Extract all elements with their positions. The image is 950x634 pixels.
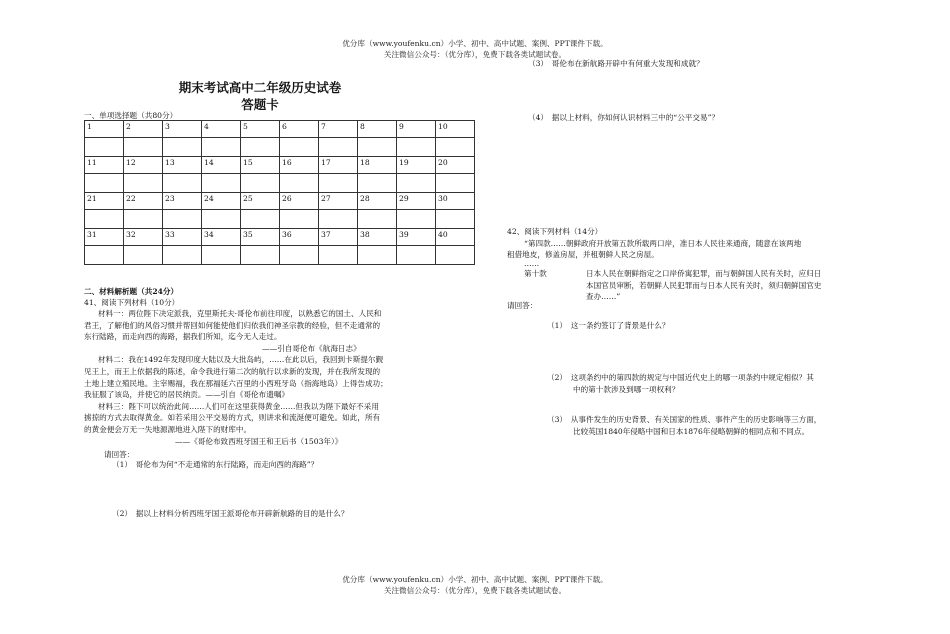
answer-cell[interactable] <box>85 246 124 265</box>
q41-material1-line2: 君王，了解他们的风俗习惯并帮回如何能使他们归依我们神圣宗教的经验，但不走通常的 <box>84 320 381 330</box>
question-number: 9 <box>397 121 436 138</box>
question-number: 4 <box>202 121 241 138</box>
q42-subquestion-2-line2: 中的第十款涉及到哪一项权利？ <box>573 384 680 394</box>
question-number: 10 <box>436 121 475 138</box>
answer-cell[interactable] <box>436 174 475 193</box>
answer-cell[interactable] <box>124 174 163 193</box>
q41-material2-line1: 材料二：我在1492年发现印度大陆以及大批岛屿，……在此以后，我回到卡斯提尔觐 <box>98 355 384 365</box>
question-number: 40 <box>436 229 475 246</box>
answer-cell[interactable] <box>319 246 358 265</box>
answer-cell[interactable] <box>163 246 202 265</box>
question-number: 38 <box>358 229 397 246</box>
q41-material2-line2: 见王上，而王上依据我的陈述，命令我进行第二次的航行以求新的发现，并在我所发现的 <box>84 367 381 376</box>
q41-ask: 请回答： <box>104 450 135 459</box>
section1-heading: 一、单项选择题（共80分） <box>84 111 178 120</box>
question-number: 39 <box>397 229 436 246</box>
answer-cell[interactable] <box>358 246 397 265</box>
answer-cell[interactable] <box>241 138 280 157</box>
answer-cell[interactable] <box>202 174 241 193</box>
q41-title: 41、阅读下列材料（10分） <box>84 298 180 307</box>
table-row <box>85 229 475 246</box>
q41-material2-line3: 土地上建立殖民地。主宰赐福，我在那福延六百里的小西班牙岛（指海地岛）上得告成功； <box>84 378 388 388</box>
question-number: 3 <box>163 121 202 138</box>
q41-material1-line3: 东行陆路，而走向西的海路，据我们所知，迄今无人走过。 <box>84 332 282 342</box>
footer-line-2: 关注微信公众号：（优分库），免费下载各类试题试卷。 <box>383 586 567 595</box>
q41-material2-line4: 我征服了该岛，并使它的居民纳贡。——引自《哥伦布遗嘱》 <box>84 390 290 400</box>
question-number: 15 <box>241 157 280 174</box>
answer-row <box>85 246 475 265</box>
answer-cell[interactable] <box>397 174 436 193</box>
q41-material3-line1: 材料三：陛下可以统治此间……人们可在这里获得黄金……但我以为陛下最好不采用 <box>98 401 379 411</box>
q41-subquestion-4: （4） 据以上材料，你如何认识材料三中的“公平交易”？ <box>528 113 720 122</box>
answer-cell[interactable] <box>124 246 163 265</box>
q41-material3-source: ——《哥伦布致西班牙国王和王后书（1503年）》 <box>175 436 343 446</box>
question-number: 8 <box>358 121 397 138</box>
page-title: 期末考试高中二年级历史试卷 <box>178 80 342 95</box>
question-number: 1 <box>85 121 124 138</box>
answer-cell[interactable] <box>85 174 124 193</box>
question-number: 11 <box>85 157 124 174</box>
answer-cell[interactable] <box>319 174 358 193</box>
table-row <box>85 193 475 210</box>
q42-article10-line3: 查办……” <box>586 292 621 302</box>
q41-subquestion-3: （3） 哥伦布在新航路开辟中有何重大发现和成就？ <box>528 59 704 68</box>
footer-line-1: 优分库（www.youfenku.cn）小学、初中、高中试题、案例、PPT课件下载。 <box>342 575 608 584</box>
answer-cell[interactable] <box>280 246 319 265</box>
question-number: 30 <box>436 193 475 210</box>
question-number: 16 <box>280 157 319 174</box>
q41-material3-line2: 掳掠的方式去取得黄金。如若采用公平交易的方式，则讲求和流涎便可避免。如此，所有 <box>84 413 381 423</box>
question-number: 20 <box>436 157 475 174</box>
question-number: 29 <box>397 193 436 210</box>
answer-cell[interactable] <box>319 138 358 157</box>
q42-subquestion-2-line1: （2） 这项条约中的第四款的规定与中国近代史上的哪一项条约中规定相似？其 <box>547 373 814 382</box>
question-number: 36 <box>280 229 319 246</box>
q42-title: 42、阅读下列材料（14分） <box>507 227 603 236</box>
answer-cell[interactable] <box>436 138 475 157</box>
q42-article10-line2: 本国官员审断，若朝鲜人民犯罪而与日本人民有关时，须归朝鲜国官史 <box>586 280 822 290</box>
answer-cell[interactable] <box>397 246 436 265</box>
answer-cell[interactable] <box>241 210 280 229</box>
question-number: 24 <box>202 193 241 210</box>
question-number: 28 <box>358 193 397 210</box>
question-number: 37 <box>319 229 358 246</box>
table-row <box>85 121 475 138</box>
answer-cell[interactable] <box>319 210 358 229</box>
question-number: 5 <box>241 121 280 138</box>
answer-cell[interactable] <box>163 174 202 193</box>
question-number: 13 <box>163 157 202 174</box>
q41-material1-line1: 材料一：两位陛下决定派我，克里斯托夫·哥伦布前往印度，以熟悉它的国土、人民和 <box>98 309 382 318</box>
answer-cell[interactable] <box>241 246 280 265</box>
answer-row <box>85 210 475 229</box>
q42-ask: 请回答： <box>507 301 538 310</box>
q42-article10-label: 第十款 <box>524 269 547 278</box>
question-number: 18 <box>358 157 397 174</box>
question-number: 12 <box>124 157 163 174</box>
answer-cell[interactable] <box>436 210 475 229</box>
answer-cell[interactable] <box>280 138 319 157</box>
question-number: 17 <box>319 157 358 174</box>
q42-subquestion-3-line1: （3） 从事件发生的历史背景、有关国家的性质、事件产生的历史影响等三方面， <box>547 415 822 424</box>
question-number: 2 <box>124 121 163 138</box>
section2-heading: 二、材料解析题（共24分） <box>84 287 179 296</box>
answer-cell[interactable] <box>280 174 319 193</box>
question-number: 31 <box>85 229 124 246</box>
question-number: 14 <box>202 157 241 174</box>
header-line-1: 优分库（www.youfenku.cn）小学、初中、高中试题、案例、PPT课件下载。 <box>342 39 608 48</box>
answer-cell[interactable] <box>436 246 475 265</box>
answer-cell[interactable] <box>202 246 241 265</box>
question-number: 27 <box>319 193 358 210</box>
question-number: 23 <box>163 193 202 210</box>
header-line-2: 关注微信公众号：（优分库），免费下载各类试题试卷。 <box>383 50 567 59</box>
answer-cell[interactable] <box>85 138 124 157</box>
answer-cell[interactable] <box>124 138 163 157</box>
q41-subquestion-1: （1） 哥伦布为何“不走通常的东行陆路，而走向西的海路”？ <box>112 460 319 469</box>
q41-material1-source: ——引自哥伦布《航海日志》 <box>262 343 361 353</box>
q42-subquestion-3-line2: 比较英国1840年侵略中国和日本1876年侵略朝鲜的相同点和不同点。 <box>573 426 810 436</box>
table-row <box>85 157 475 174</box>
question-number: 22 <box>124 193 163 210</box>
q41-subquestion-2: （2） 据以上材料分析西班牙国王派哥伦布开辟新航路的目的是什么？ <box>112 509 349 518</box>
answer-cell[interactable] <box>163 210 202 229</box>
q42-subquestion-1: （1） 这一条约签订了背景是什么？ <box>547 321 670 330</box>
answer-row <box>85 138 475 157</box>
question-number: 6 <box>280 121 319 138</box>
q42-article4-line1: “第四款……朝鲜政府开放第五款所载两口岸，准日本人民往来通商，随意在该两地 <box>524 238 802 248</box>
question-number: 32 <box>124 229 163 246</box>
answer-cell[interactable] <box>280 210 319 229</box>
question-number: 34 <box>202 229 241 246</box>
answer-grid <box>84 120 475 265</box>
answer-cell[interactable] <box>358 174 397 193</box>
answer-cell[interactable] <box>202 138 241 157</box>
answer-cell[interactable] <box>241 174 280 193</box>
answer-cell[interactable] <box>85 210 124 229</box>
answer-cell[interactable] <box>358 138 397 157</box>
question-number: 25 <box>241 193 280 210</box>
q42-article10-line1: 日本人民在朝鲜指定之口岸侨寓犯罪，而与朝鲜国人民有关时，应归日 <box>586 269 822 278</box>
page-subtitle: 答题卡 <box>241 97 279 112</box>
answer-cell[interactable] <box>397 138 436 157</box>
q41-material3-line3: 的黄金便会万无一失地源源地进入陛下的财库中。 <box>84 425 252 434</box>
answer-cell[interactable] <box>124 210 163 229</box>
answer-cell[interactable] <box>202 210 241 229</box>
question-number: 35 <box>241 229 280 246</box>
question-number: 19 <box>397 157 436 174</box>
question-number: 7 <box>319 121 358 138</box>
q42-article4-line2: 租借地皮，修盖房屋，并租朝鲜人民之房屋。 <box>507 250 659 260</box>
answer-row <box>85 174 475 193</box>
answer-cell[interactable] <box>358 210 397 229</box>
answer-cell[interactable] <box>163 138 202 157</box>
q42-ellipsis: …… <box>524 259 540 268</box>
question-number: 33 <box>163 229 202 246</box>
answer-cell[interactable] <box>397 210 436 229</box>
question-number: 26 <box>280 193 319 210</box>
question-number: 21 <box>85 193 124 210</box>
